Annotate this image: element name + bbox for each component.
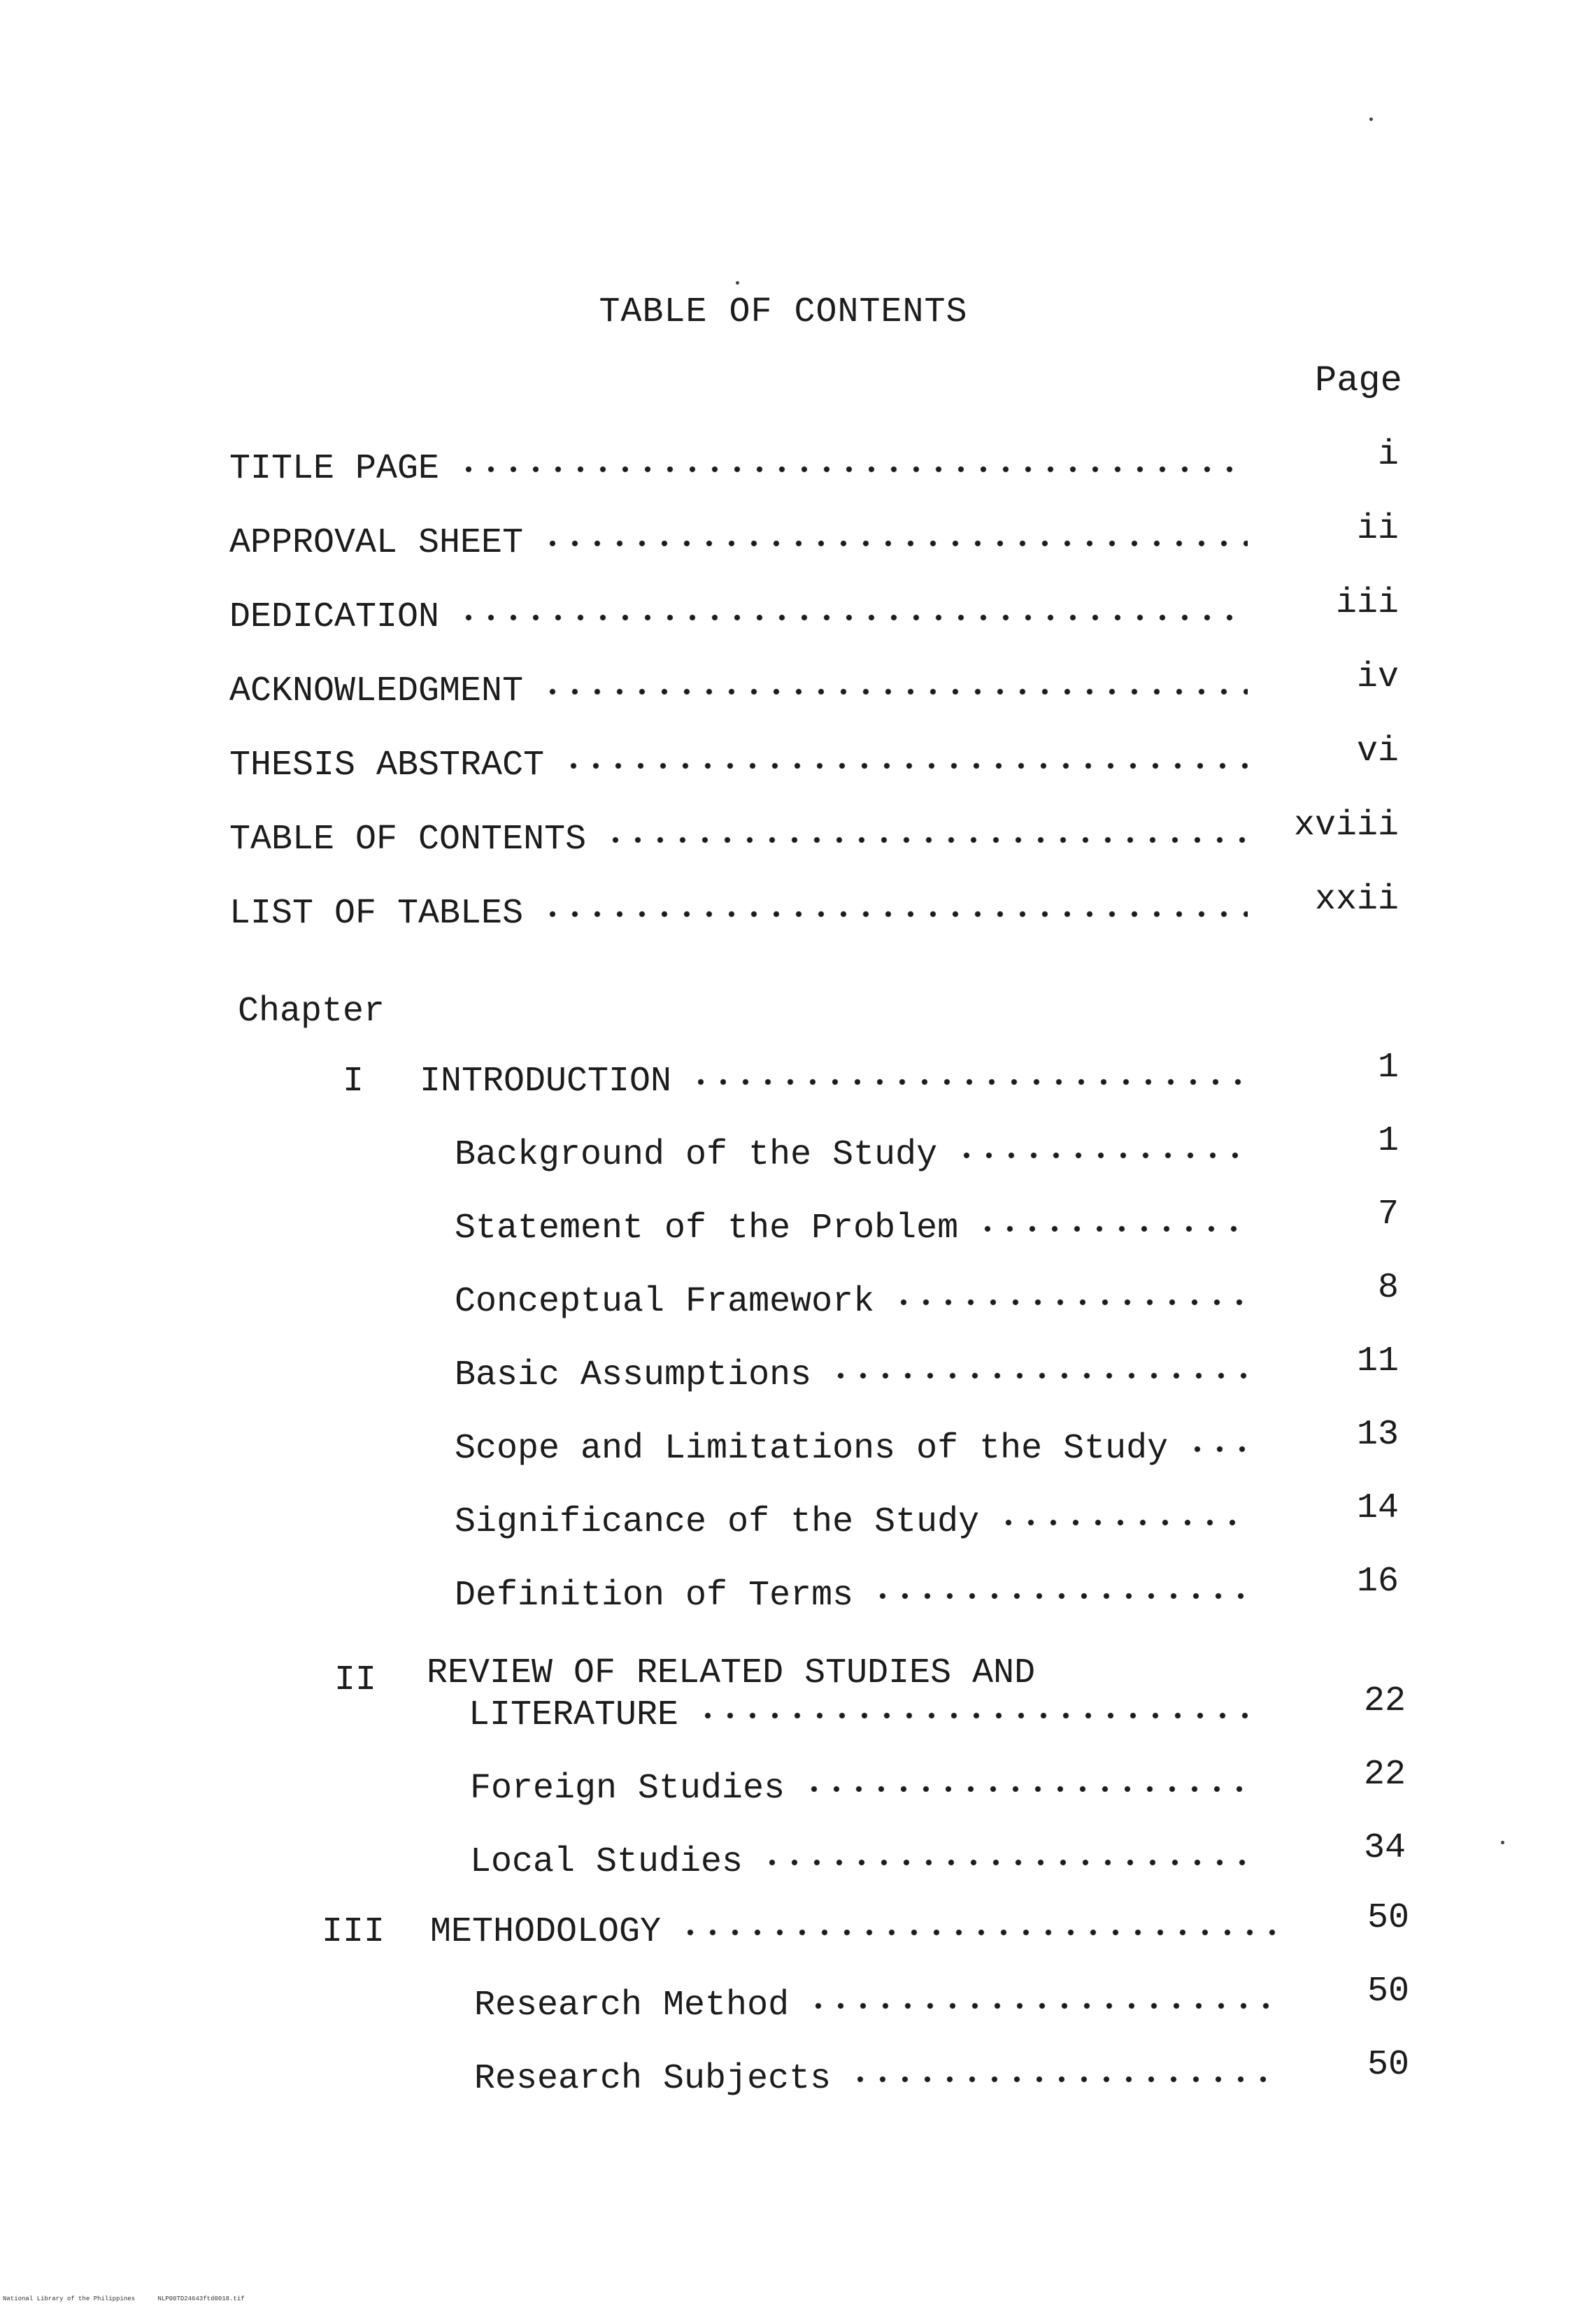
toc-entry-label: ACKNOWLEDGMENT (229, 671, 524, 711)
section-label: Research Subjects (474, 2059, 832, 2099)
chapter-entry (343, 1057, 1259, 1106)
toc-entry (229, 815, 1257, 864)
toc-entry-label: DEDICATION (229, 597, 440, 637)
section-page: 11 (1356, 1341, 1399, 1381)
chapter-title: METHODOLOGY (430, 1912, 662, 1952)
section-page: 14 (1356, 1488, 1399, 1528)
section-page: 22 (1363, 1755, 1406, 1795)
scan-speck (1501, 1841, 1504, 1844)
section-label: Local Studies (470, 1842, 743, 1882)
section-entry (455, 1204, 1260, 1253)
dot-leader (955, 1149, 1251, 1162)
dot-leader (541, 908, 1248, 920)
section-page: 7 (1377, 1195, 1399, 1234)
dot-leader (849, 2073, 1276, 2086)
section-entry (455, 1498, 1260, 1547)
toc-entry-label: TITLE PAGE (229, 449, 440, 489)
dot-leader (807, 2000, 1276, 2012)
dot-leader (976, 1223, 1251, 1235)
dot-leader (679, 1926, 1277, 1939)
toc-entry-page: xxii (1314, 880, 1399, 920)
dot-leader (892, 1296, 1251, 1309)
section-entry (474, 2055, 1285, 2104)
section-entry (474, 1981, 1285, 2030)
chapter-title: INTRODUCTION (420, 1062, 672, 1102)
section-entry (470, 1838, 1266, 1887)
section-label: Conceptual Framework (455, 1282, 875, 1322)
section-page: 50 (1367, 1972, 1409, 2011)
chapter-number: I (343, 1062, 364, 1102)
dot-leader (604, 834, 1248, 846)
dot-leader (761, 1856, 1256, 1869)
dot-leader (690, 1076, 1249, 1088)
section-page: 50 (1367, 2045, 1409, 2085)
toc-entry-page: xviii (1293, 806, 1399, 846)
toc-entry (229, 593, 1257, 642)
footer-source: National Library of the Philippines (3, 2295, 136, 2302)
section-entry (455, 1572, 1260, 1620)
section-page: 8 (1377, 1268, 1399, 1308)
section-page: 16 (1356, 1562, 1399, 1602)
scan-footer (3, 2295, 245, 2302)
section-page: 13 (1356, 1415, 1399, 1455)
toc-entry-label: APPROVAL SHEET (229, 523, 524, 563)
toc-entry-label: TABLE OF CONTENTS (229, 820, 587, 860)
section-entry (455, 1131, 1260, 1180)
section-label: Basic Assumptions (455, 1355, 812, 1395)
page-title: TABLE OF CONTENTS (599, 292, 968, 332)
toc-entry-page: iii (1335, 583, 1399, 623)
toc-entry (229, 519, 1257, 568)
section-entry (455, 1351, 1260, 1400)
scan-speck (1369, 117, 1373, 121)
dot-leader (541, 537, 1248, 550)
chapter-title-line1: REVIEW OF RELATED STUDIES AND (427, 1653, 1036, 1693)
section-label: Scope and Limitations of the Study (455, 1429, 1169, 1469)
section-page: 34 (1363, 1828, 1406, 1868)
chapter-page: 50 (1367, 1898, 1409, 1938)
chapter-page: 1 (1377, 1048, 1399, 1088)
section-label: Research Method (474, 1986, 790, 2025)
chapter-number: II (334, 1660, 377, 1700)
chapter-heading: Chapter (238, 992, 385, 1032)
toc-entry (229, 890, 1257, 939)
section-entry (455, 1425, 1260, 1474)
dot-leader (1186, 1443, 1251, 1455)
chapter-entry (469, 1691, 1266, 1740)
toc-entry (229, 667, 1257, 716)
chapter-title-line2: LITERATURE (469, 1695, 679, 1735)
section-label: Background of the Study (455, 1135, 938, 1175)
chapter-page: 22 (1363, 1681, 1406, 1721)
dot-leader (829, 1369, 1251, 1382)
toc-entry (229, 445, 1257, 494)
chapter-number: III (322, 1912, 385, 1952)
toc-entry-label: LIST OF TABLES (229, 894, 524, 934)
section-label: Foreign Studies (470, 1769, 785, 1809)
dot-leader (803, 1783, 1256, 1795)
dot-leader (997, 1516, 1251, 1529)
chapter-entry (322, 1908, 1287, 1957)
dot-leader (697, 1709, 1256, 1722)
toc-entry-page: iv (1356, 657, 1399, 697)
toc-entry-page: ii (1356, 509, 1399, 549)
section-label: Significance of the Study (455, 1502, 980, 1542)
section-entry (455, 1278, 1260, 1327)
page-column-label: Page (1315, 360, 1402, 401)
dot-leader (457, 463, 1248, 476)
dot-leader (457, 611, 1248, 624)
scan-speck (736, 281, 739, 285)
toc-entry-page: vi (1356, 732, 1399, 771)
toc-entry (229, 741, 1257, 790)
dot-leader (562, 760, 1248, 772)
section-label: Definition of Terms (455, 1576, 854, 1616)
toc-entry-page: i (1377, 435, 1399, 475)
footer-file: NLP00TD24643ftd0018.tif (157, 2295, 245, 2302)
section-entry (470, 1765, 1266, 1814)
dot-leader (871, 1590, 1251, 1602)
section-label: Statement of the Problem (455, 1209, 959, 1248)
dot-leader (541, 685, 1248, 698)
section-page: 1 (1377, 1121, 1399, 1161)
toc-entry-label: THESIS ABSTRACT (229, 746, 545, 785)
